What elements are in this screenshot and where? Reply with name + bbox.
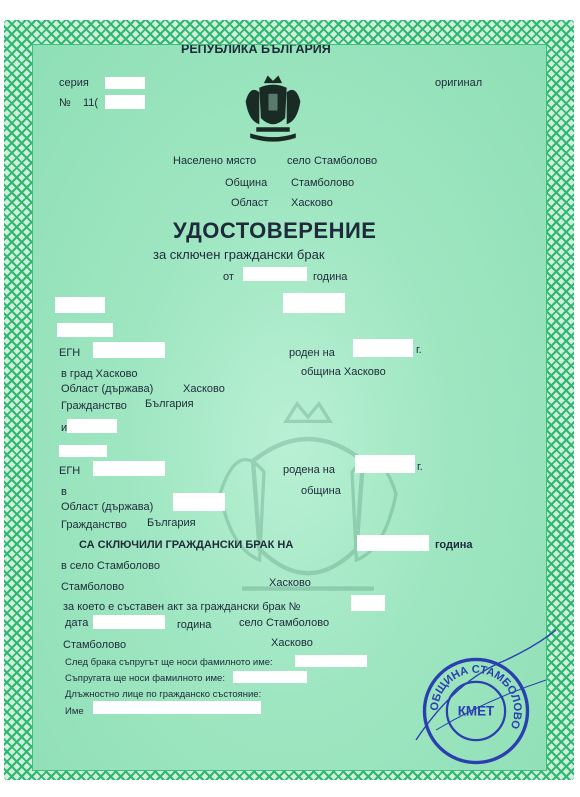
- connector-and: и: [61, 422, 68, 434]
- husband-municipality: община Хасково: [301, 366, 386, 378]
- husband-region-label: Област (държава): [61, 383, 154, 395]
- husband-egn-label: ЕГН: [59, 347, 81, 359]
- marriage-municipality: Стамболово: [61, 581, 125, 593]
- husband-city: в град Хасково: [61, 368, 138, 380]
- act-village: село Стамболово: [239, 617, 330, 629]
- municipality-value: Стамболово: [291, 177, 355, 189]
- act-date-label: дата: [65, 617, 89, 629]
- marriage-statement: СА СКЛЮЧИЛИ ГРАЖДАНСКИ БРАК НА: [79, 539, 294, 551]
- seal-center-text: КМЕТ: [457, 703, 495, 719]
- from-label: от: [223, 271, 234, 283]
- marriage-region: Хасково: [269, 577, 311, 589]
- number-value: 11(: [83, 97, 99, 109]
- husband-surname-line: След брака съпругът ще носи фамилното име:: [65, 657, 273, 668]
- redacted-wife-new-surname: [233, 671, 307, 683]
- redacted-number: [105, 95, 145, 109]
- husband-region-value: Хасково: [183, 383, 225, 395]
- wife-born-tail: г.: [417, 461, 423, 473]
- act-municipality: Стамболово: [63, 639, 127, 651]
- redacted-husband-father: [57, 323, 113, 337]
- wife-egn-label: ЕГН: [59, 465, 81, 477]
- official-name-label: Име: [65, 706, 84, 717]
- redacted-wife-region: [173, 493, 225, 511]
- official-label: Длъжностно лице по гражданско състояние:: [65, 689, 262, 700]
- region-value: Хасково: [291, 197, 333, 209]
- region-label: Област: [231, 197, 269, 209]
- redacted-husband-name: [55, 297, 105, 313]
- husband-born-tail: г.: [416, 344, 422, 356]
- redacted-husband-birthdate: [353, 339, 413, 357]
- marriage-village: в село Стамболово: [61, 560, 160, 572]
- act-year-label: година: [177, 619, 212, 631]
- wife-surname-line: Съпругата ще носи фамилното име:: [65, 673, 225, 684]
- redacted-issue-date: [243, 267, 307, 281]
- document-title: УДОСТОВЕРЕНИЕ: [173, 218, 377, 243]
- seal-ring-text: ОБЩИНА СТАМБОЛОВО: [428, 663, 524, 731]
- original-label: оригинал: [435, 77, 483, 89]
- wife-citizenship-label: Гражданство: [61, 519, 127, 531]
- husband-citizenship-label: Гражданство: [61, 400, 127, 412]
- wife-region-label: Област (държава): [61, 501, 154, 513]
- redacted-series: [105, 77, 145, 89]
- redacted-husband-surname: [283, 293, 345, 313]
- redacted-husband-new-surname: [295, 655, 367, 667]
- wife-born-label: родена на: [283, 464, 335, 476]
- series-label: серия: [59, 77, 89, 89]
- act-region: Хасково: [271, 637, 313, 649]
- wife-municipality: община: [301, 485, 341, 497]
- document-subtitle: за сключен граждански брак: [153, 247, 325, 262]
- from-year-label: година: [313, 271, 348, 283]
- redacted-wife-father: [59, 445, 107, 457]
- husband-citizenship-value: България: [145, 398, 194, 410]
- redacted-wife-name: [67, 419, 117, 433]
- redacted-act-number: [351, 595, 385, 611]
- husband-born-label: роден на: [289, 347, 335, 359]
- coat-of-arms-icon: [235, 71, 311, 147]
- redacted-official-name: [93, 701, 261, 714]
- number-label: №: [59, 97, 71, 109]
- country-title: РЕПУБЛИКА БЪЛГАРИЯ: [181, 44, 331, 56]
- signature-mark: [396, 620, 566, 770]
- redacted-wife-egn: [93, 461, 165, 476]
- wife-citizenship-value: България: [147, 517, 196, 529]
- redacted-marriage-date: [357, 535, 429, 551]
- settlement-value: село Стамболово: [287, 155, 378, 167]
- marriage-year-label: година: [435, 539, 473, 551]
- municipality-label: Община: [225, 177, 268, 189]
- redacted-act-date: [93, 615, 165, 629]
- settlement-label: Населено място: [173, 155, 257, 167]
- redacted-husband-egn: [93, 342, 165, 358]
- redacted-wife-birthdate: [355, 455, 415, 473]
- act-text: за което е съставен акт за граждански брак №: [63, 601, 301, 613]
- wife-in-label: в: [61, 486, 67, 498]
